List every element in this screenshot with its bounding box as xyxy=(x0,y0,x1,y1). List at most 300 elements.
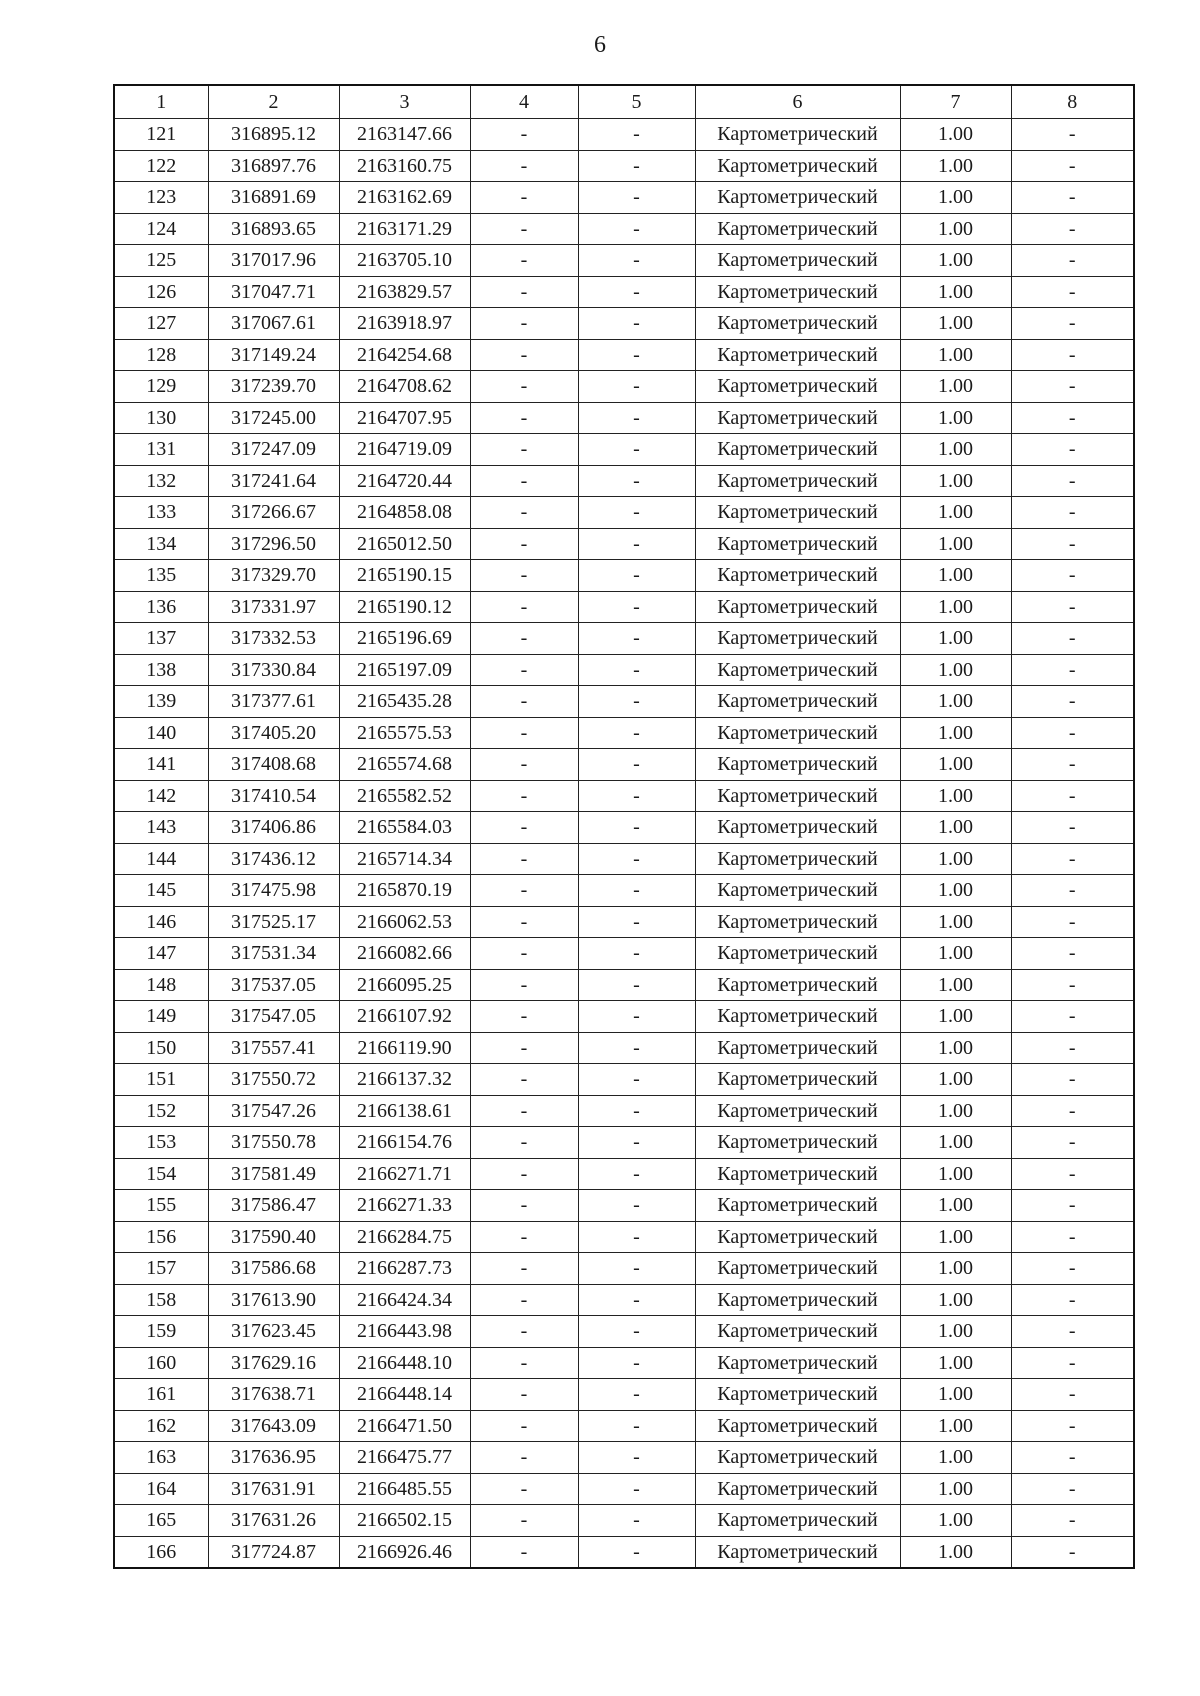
cell-method: Картометрический xyxy=(695,560,900,592)
cell-col-5: - xyxy=(578,465,695,497)
cell-point-number: 157 xyxy=(114,1253,208,1285)
cell-col-4: - xyxy=(470,780,578,812)
cell-col-8: - xyxy=(1011,1284,1134,1316)
coordinates-table xyxy=(113,84,1135,1569)
cell-x-coordinate: 317631.26 xyxy=(208,1505,339,1537)
cell-accuracy: 1.00 xyxy=(900,245,1011,277)
cell-accuracy: 1.00 xyxy=(900,1442,1011,1474)
cell-accuracy: 1.00 xyxy=(900,875,1011,907)
cell-point-number: 127 xyxy=(114,308,208,340)
cell-accuracy: 1.00 xyxy=(900,1190,1011,1222)
cell-col-8: - xyxy=(1011,812,1134,844)
table-row xyxy=(114,434,1134,466)
table-row xyxy=(114,1284,1134,1316)
cell-y-coordinate: 2166448.14 xyxy=(339,1379,470,1411)
cell-col-5: - xyxy=(578,245,695,277)
cell-y-coordinate: 2165190.12 xyxy=(339,591,470,623)
cell-col-8: - xyxy=(1011,780,1134,812)
cell-method: Картометрический xyxy=(695,780,900,812)
cell-accuracy: 1.00 xyxy=(900,465,1011,497)
cell-y-coordinate: 2165584.03 xyxy=(339,812,470,844)
table-row xyxy=(114,497,1134,529)
cell-col-5: - xyxy=(578,1001,695,1033)
cell-x-coordinate: 317408.68 xyxy=(208,749,339,781)
cell-accuracy: 1.00 xyxy=(900,654,1011,686)
cell-point-number: 137 xyxy=(114,623,208,655)
cell-y-coordinate: 2166475.77 xyxy=(339,1442,470,1474)
table-row xyxy=(114,245,1134,277)
cell-col-4: - xyxy=(470,339,578,371)
cell-method: Картометрический xyxy=(695,245,900,277)
cell-col-4: - xyxy=(470,1095,578,1127)
cell-col-5: - xyxy=(578,434,695,466)
table-row xyxy=(114,308,1134,340)
cell-col-4: - xyxy=(470,465,578,497)
cell-y-coordinate: 2166062.53 xyxy=(339,906,470,938)
cell-y-coordinate: 2163705.10 xyxy=(339,245,470,277)
cell-accuracy: 1.00 xyxy=(900,1221,1011,1253)
cell-accuracy: 1.00 xyxy=(900,308,1011,340)
cell-col-4: - xyxy=(470,623,578,655)
column-header-2: 2 xyxy=(208,85,339,119)
cell-x-coordinate: 317067.61 xyxy=(208,308,339,340)
cell-method: Картометрический xyxy=(695,623,900,655)
cell-method: Картометрический xyxy=(695,497,900,529)
cell-col-8: - xyxy=(1011,1316,1134,1348)
cell-col-8: - xyxy=(1011,1221,1134,1253)
cell-col-8: - xyxy=(1011,1253,1134,1285)
cell-point-number: 133 xyxy=(114,497,208,529)
table-row xyxy=(114,150,1134,182)
cell-col-5: - xyxy=(578,969,695,1001)
cell-point-number: 128 xyxy=(114,339,208,371)
cell-accuracy: 1.00 xyxy=(900,119,1011,151)
cell-col-8: - xyxy=(1011,1379,1134,1411)
cell-point-number: 121 xyxy=(114,119,208,151)
cell-x-coordinate: 317017.96 xyxy=(208,245,339,277)
cell-col-4: - xyxy=(470,560,578,592)
table-row xyxy=(114,1536,1134,1568)
cell-col-8: - xyxy=(1011,654,1134,686)
cell-point-number: 149 xyxy=(114,1001,208,1033)
cell-col-5: - xyxy=(578,1221,695,1253)
cell-x-coordinate: 317247.09 xyxy=(208,434,339,466)
cell-col-5: - xyxy=(578,591,695,623)
cell-x-coordinate: 316895.12 xyxy=(208,119,339,151)
page-number: 6 xyxy=(594,32,606,58)
cell-col-5: - xyxy=(578,906,695,938)
cell-point-number: 123 xyxy=(114,182,208,214)
cell-y-coordinate: 2166154.76 xyxy=(339,1127,470,1159)
cell-method: Картометрический xyxy=(695,812,900,844)
cell-col-8: - xyxy=(1011,906,1134,938)
cell-col-5: - xyxy=(578,560,695,592)
cell-accuracy: 1.00 xyxy=(900,402,1011,434)
cell-y-coordinate: 2166471.50 xyxy=(339,1410,470,1442)
cell-col-4: - xyxy=(470,245,578,277)
cell-col-4: - xyxy=(470,843,578,875)
cell-method: Картометрический xyxy=(695,1221,900,1253)
cell-accuracy: 1.00 xyxy=(900,780,1011,812)
cell-col-8: - xyxy=(1011,969,1134,1001)
cell-method: Картометрический xyxy=(695,371,900,403)
cell-method: Картометрический xyxy=(695,843,900,875)
cell-col-8: - xyxy=(1011,1347,1134,1379)
cell-accuracy: 1.00 xyxy=(900,1253,1011,1285)
cell-col-8: - xyxy=(1011,1410,1134,1442)
cell-point-number: 164 xyxy=(114,1473,208,1505)
cell-y-coordinate: 2163918.97 xyxy=(339,308,470,340)
cell-col-8: - xyxy=(1011,1127,1134,1159)
cell-y-coordinate: 2164720.44 xyxy=(339,465,470,497)
table-row xyxy=(114,528,1134,560)
cell-col-4: - xyxy=(470,1001,578,1033)
cell-accuracy: 1.00 xyxy=(900,1536,1011,1568)
cell-point-number: 125 xyxy=(114,245,208,277)
cell-method: Картометрический xyxy=(695,119,900,151)
cell-col-4: - xyxy=(470,1505,578,1537)
cell-col-8: - xyxy=(1011,339,1134,371)
cell-method: Картометрический xyxy=(695,182,900,214)
table-row xyxy=(114,1410,1134,1442)
cell-method: Картометрический xyxy=(695,1442,900,1474)
cell-col-5: - xyxy=(578,371,695,403)
cell-y-coordinate: 2166138.61 xyxy=(339,1095,470,1127)
table-row xyxy=(114,938,1134,970)
cell-col-8: - xyxy=(1011,843,1134,875)
cell-col-8: - xyxy=(1011,276,1134,308)
cell-col-8: - xyxy=(1011,465,1134,497)
cell-y-coordinate: 2164858.08 xyxy=(339,497,470,529)
table-row xyxy=(114,1347,1134,1379)
cell-x-coordinate: 317332.53 xyxy=(208,623,339,655)
cell-col-4: - xyxy=(470,591,578,623)
cell-x-coordinate: 317241.64 xyxy=(208,465,339,497)
cell-col-8: - xyxy=(1011,308,1134,340)
cell-y-coordinate: 2166107.92 xyxy=(339,1001,470,1033)
cell-y-coordinate: 2166271.33 xyxy=(339,1190,470,1222)
cell-y-coordinate: 2165190.15 xyxy=(339,560,470,592)
cell-method: Картометрический xyxy=(695,1347,900,1379)
cell-method: Картометрический xyxy=(695,1095,900,1127)
cell-point-number: 143 xyxy=(114,812,208,844)
cell-point-number: 153 xyxy=(114,1127,208,1159)
cell-col-4: - xyxy=(470,1536,578,1568)
table-row xyxy=(114,402,1134,434)
cell-y-coordinate: 2166284.75 xyxy=(339,1221,470,1253)
cell-col-5: - xyxy=(578,1190,695,1222)
cell-accuracy: 1.00 xyxy=(900,717,1011,749)
cell-accuracy: 1.00 xyxy=(900,150,1011,182)
table-row xyxy=(114,1442,1134,1474)
cell-y-coordinate: 2166082.66 xyxy=(339,938,470,970)
cell-y-coordinate: 2166095.25 xyxy=(339,969,470,1001)
cell-x-coordinate: 317557.41 xyxy=(208,1032,339,1064)
cell-point-number: 146 xyxy=(114,906,208,938)
cell-x-coordinate: 317377.61 xyxy=(208,686,339,718)
cell-x-coordinate: 317581.49 xyxy=(208,1158,339,1190)
cell-method: Картометрический xyxy=(695,1190,900,1222)
cell-col-8: - xyxy=(1011,1158,1134,1190)
table-row xyxy=(114,1190,1134,1222)
cell-col-5: - xyxy=(578,182,695,214)
cell-col-4: - xyxy=(470,528,578,560)
cell-col-8: - xyxy=(1011,119,1134,151)
cell-col-5: - xyxy=(578,686,695,718)
cell-method: Картометрический xyxy=(695,906,900,938)
cell-x-coordinate: 317636.95 xyxy=(208,1442,339,1474)
cell-y-coordinate: 2165714.34 xyxy=(339,843,470,875)
cell-accuracy: 1.00 xyxy=(900,1032,1011,1064)
cell-x-coordinate: 317475.98 xyxy=(208,875,339,907)
cell-col-4: - xyxy=(470,402,578,434)
cell-y-coordinate: 2165197.09 xyxy=(339,654,470,686)
cell-point-number: 138 xyxy=(114,654,208,686)
cell-x-coordinate: 317406.86 xyxy=(208,812,339,844)
table-row xyxy=(114,276,1134,308)
cell-point-number: 122 xyxy=(114,150,208,182)
cell-y-coordinate: 2165196.69 xyxy=(339,623,470,655)
cell-col-5: - xyxy=(578,1095,695,1127)
cell-col-4: - xyxy=(470,1253,578,1285)
cell-x-coordinate: 317550.72 xyxy=(208,1064,339,1096)
cell-col-4: - xyxy=(470,213,578,245)
cell-point-number: 147 xyxy=(114,938,208,970)
cell-col-8: - xyxy=(1011,1473,1134,1505)
cell-col-8: - xyxy=(1011,402,1134,434)
cell-point-number: 135 xyxy=(114,560,208,592)
cell-col-5: - xyxy=(578,938,695,970)
cell-x-coordinate: 317149.24 xyxy=(208,339,339,371)
cell-col-8: - xyxy=(1011,1536,1134,1568)
cell-col-5: - xyxy=(578,843,695,875)
column-header-6: 6 xyxy=(695,85,900,119)
table-row xyxy=(114,780,1134,812)
cell-col-5: - xyxy=(578,1505,695,1537)
cell-col-5: - xyxy=(578,780,695,812)
cell-x-coordinate: 317330.84 xyxy=(208,654,339,686)
cell-accuracy: 1.00 xyxy=(900,812,1011,844)
cell-col-5: - xyxy=(578,1064,695,1096)
cell-col-4: - xyxy=(470,749,578,781)
cell-accuracy: 1.00 xyxy=(900,497,1011,529)
cell-x-coordinate: 317547.26 xyxy=(208,1095,339,1127)
cell-method: Картометрический xyxy=(695,1064,900,1096)
cell-accuracy: 1.00 xyxy=(900,182,1011,214)
cell-y-coordinate: 2166926.46 xyxy=(339,1536,470,1568)
cell-col-4: - xyxy=(470,497,578,529)
cell-col-4: - xyxy=(470,1064,578,1096)
cell-x-coordinate: 317547.05 xyxy=(208,1001,339,1033)
cell-x-coordinate: 316891.69 xyxy=(208,182,339,214)
cell-x-coordinate: 317239.70 xyxy=(208,371,339,403)
cell-col-5: - xyxy=(578,402,695,434)
cell-method: Картометрический xyxy=(695,1536,900,1568)
table-row xyxy=(114,182,1134,214)
cell-col-5: - xyxy=(578,339,695,371)
cell-y-coordinate: 2164719.09 xyxy=(339,434,470,466)
cell-x-coordinate: 317629.16 xyxy=(208,1347,339,1379)
cell-col-8: - xyxy=(1011,371,1134,403)
cell-method: Картометрический xyxy=(695,1379,900,1411)
column-header-4: 4 xyxy=(470,85,578,119)
cell-col-8: - xyxy=(1011,1064,1134,1096)
cell-col-5: - xyxy=(578,623,695,655)
cell-col-5: - xyxy=(578,1158,695,1190)
cell-y-coordinate: 2163829.57 xyxy=(339,276,470,308)
cell-col-5: - xyxy=(578,119,695,151)
cell-col-5: - xyxy=(578,1410,695,1442)
cell-accuracy: 1.00 xyxy=(900,1505,1011,1537)
cell-col-5: - xyxy=(578,213,695,245)
cell-col-8: - xyxy=(1011,528,1134,560)
cell-y-coordinate: 2164708.62 xyxy=(339,371,470,403)
cell-point-number: 145 xyxy=(114,875,208,907)
cell-col-5: - xyxy=(578,1347,695,1379)
cell-col-4: - xyxy=(470,875,578,907)
cell-col-4: - xyxy=(470,654,578,686)
cell-accuracy: 1.00 xyxy=(900,560,1011,592)
cell-accuracy: 1.00 xyxy=(900,528,1011,560)
cell-y-coordinate: 2166448.10 xyxy=(339,1347,470,1379)
cell-method: Картометрический xyxy=(695,1473,900,1505)
cell-col-5: - xyxy=(578,1442,695,1474)
cell-col-4: - xyxy=(470,308,578,340)
cell-col-4: - xyxy=(470,906,578,938)
cell-x-coordinate: 317586.68 xyxy=(208,1253,339,1285)
cell-point-number: 163 xyxy=(114,1442,208,1474)
cell-method: Картометрический xyxy=(695,1001,900,1033)
cell-col-8: - xyxy=(1011,717,1134,749)
cell-col-4: - xyxy=(470,182,578,214)
cell-method: Картометрический xyxy=(695,213,900,245)
table-row xyxy=(114,560,1134,592)
cell-col-4: - xyxy=(470,1379,578,1411)
cell-y-coordinate: 2166424.34 xyxy=(339,1284,470,1316)
cell-method: Картометрический xyxy=(695,1032,900,1064)
cell-accuracy: 1.00 xyxy=(900,1410,1011,1442)
cell-col-8: - xyxy=(1011,434,1134,466)
cell-x-coordinate: 317266.67 xyxy=(208,497,339,529)
cell-y-coordinate: 2166271.71 xyxy=(339,1158,470,1190)
cell-method: Картометрический xyxy=(695,591,900,623)
cell-point-number: 148 xyxy=(114,969,208,1001)
cell-accuracy: 1.00 xyxy=(900,213,1011,245)
cell-col-8: - xyxy=(1011,1442,1134,1474)
cell-accuracy: 1.00 xyxy=(900,843,1011,875)
cell-col-4: - xyxy=(470,119,578,151)
cell-accuracy: 1.00 xyxy=(900,591,1011,623)
cell-point-number: 134 xyxy=(114,528,208,560)
column-header-3: 3 xyxy=(339,85,470,119)
cell-x-coordinate: 317531.34 xyxy=(208,938,339,970)
cell-y-coordinate: 2165435.28 xyxy=(339,686,470,718)
cell-x-coordinate: 316893.65 xyxy=(208,213,339,245)
cell-x-coordinate: 317245.00 xyxy=(208,402,339,434)
table-row xyxy=(114,969,1134,1001)
cell-x-coordinate: 317638.71 xyxy=(208,1379,339,1411)
cell-col-5: - xyxy=(578,276,695,308)
cell-accuracy: 1.00 xyxy=(900,1158,1011,1190)
cell-method: Картометрический xyxy=(695,1158,900,1190)
column-header-8: 8 xyxy=(1011,85,1134,119)
table-body xyxy=(114,119,1134,1569)
cell-x-coordinate: 317436.12 xyxy=(208,843,339,875)
cell-method: Картометрический xyxy=(695,749,900,781)
cell-col-4: - xyxy=(470,1221,578,1253)
cell-col-8: - xyxy=(1011,749,1134,781)
table-row xyxy=(114,1001,1134,1033)
cell-col-8: - xyxy=(1011,213,1134,245)
cell-y-coordinate: 2163160.75 xyxy=(339,150,470,182)
cell-point-number: 139 xyxy=(114,686,208,718)
cell-y-coordinate: 2165012.50 xyxy=(339,528,470,560)
cell-x-coordinate: 317537.05 xyxy=(208,969,339,1001)
cell-col-8: - xyxy=(1011,150,1134,182)
cell-point-number: 131 xyxy=(114,434,208,466)
cell-col-4: - xyxy=(470,1347,578,1379)
cell-accuracy: 1.00 xyxy=(900,1127,1011,1159)
cell-col-5: - xyxy=(578,497,695,529)
cell-x-coordinate: 317296.50 xyxy=(208,528,339,560)
cell-col-5: - xyxy=(578,528,695,560)
cell-method: Картометрический xyxy=(695,1505,900,1537)
cell-method: Картометрический xyxy=(695,1127,900,1159)
column-header-1: 1 xyxy=(114,85,208,119)
table-row xyxy=(114,1253,1134,1285)
cell-col-8: - xyxy=(1011,686,1134,718)
cell-point-number: 155 xyxy=(114,1190,208,1222)
cell-accuracy: 1.00 xyxy=(900,1001,1011,1033)
table-row xyxy=(114,371,1134,403)
table-row xyxy=(114,875,1134,907)
cell-point-number: 150 xyxy=(114,1032,208,1064)
cell-x-coordinate: 317329.70 xyxy=(208,560,339,592)
cell-accuracy: 1.00 xyxy=(900,1095,1011,1127)
cell-col-4: - xyxy=(470,938,578,970)
cell-x-coordinate: 317613.90 xyxy=(208,1284,339,1316)
table-row xyxy=(114,1127,1134,1159)
cell-point-number: 166 xyxy=(114,1536,208,1568)
cell-col-8: - xyxy=(1011,623,1134,655)
cell-col-8: - xyxy=(1011,1190,1134,1222)
table-row xyxy=(114,1095,1134,1127)
cell-point-number: 156 xyxy=(114,1221,208,1253)
cell-method: Картометрический xyxy=(695,308,900,340)
column-header-5: 5 xyxy=(578,85,695,119)
cell-col-8: - xyxy=(1011,938,1134,970)
cell-col-4: - xyxy=(470,1032,578,1064)
cell-point-number: 132 xyxy=(114,465,208,497)
cell-accuracy: 1.00 xyxy=(900,1473,1011,1505)
cell-col-4: - xyxy=(470,1473,578,1505)
cell-col-8: - xyxy=(1011,591,1134,623)
cell-col-8: - xyxy=(1011,497,1134,529)
cell-y-coordinate: 2163147.66 xyxy=(339,119,470,151)
cell-accuracy: 1.00 xyxy=(900,1316,1011,1348)
table-row xyxy=(114,1032,1134,1064)
cell-col-5: - xyxy=(578,1284,695,1316)
cell-x-coordinate: 317586.47 xyxy=(208,1190,339,1222)
cell-point-number: 160 xyxy=(114,1347,208,1379)
cell-col-4: - xyxy=(470,434,578,466)
cell-y-coordinate: 2164707.95 xyxy=(339,402,470,434)
cell-col-8: - xyxy=(1011,1001,1134,1033)
cell-accuracy: 1.00 xyxy=(900,906,1011,938)
table-row xyxy=(114,686,1134,718)
cell-x-coordinate: 317724.87 xyxy=(208,1536,339,1568)
cell-point-number: 140 xyxy=(114,717,208,749)
